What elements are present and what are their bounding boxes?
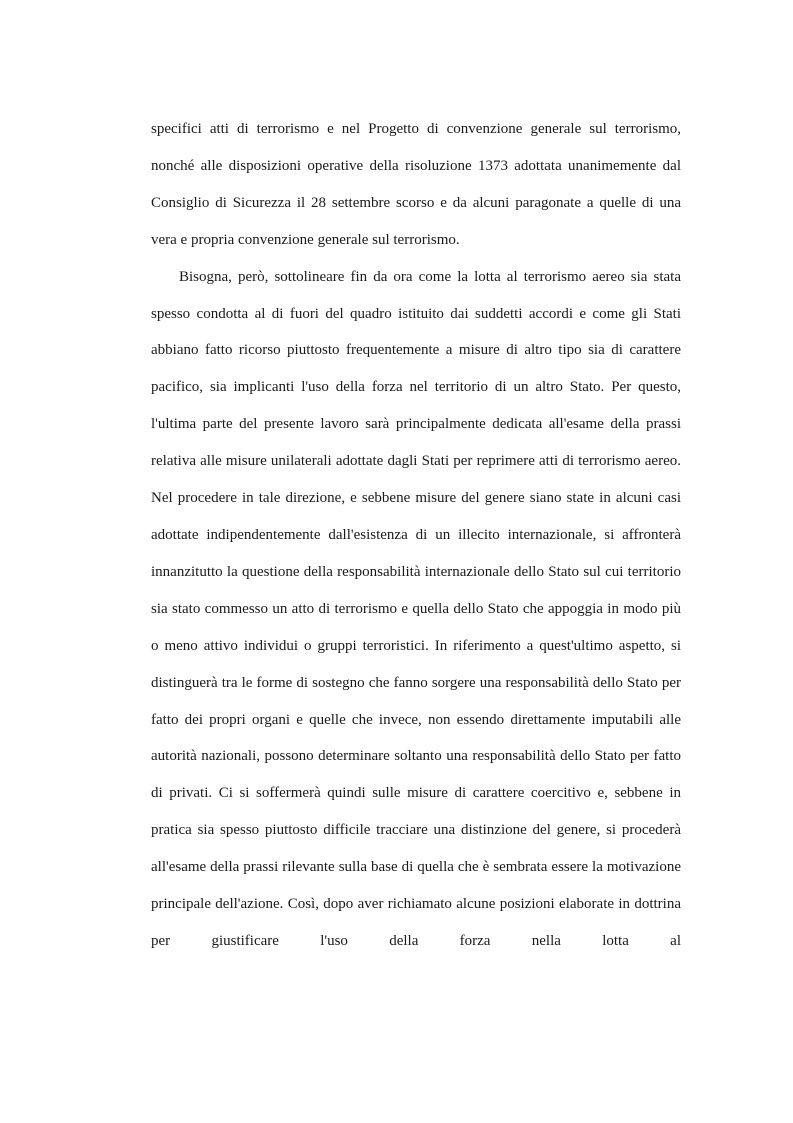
paragraph-2: Bisogna, però, sottolineare fin da ora come la lotta al terrorismo aereo sia stata spesso condotta al di fuori del quadro istituito dai suddetti accordi e come gli Stati abbiano fatto ricorso piuttosto frequentemente a misure di altro tipo sia di carattere pacifico, sia implicanti l'uso della forza nel territorio di un altro Stato. Per questo, l'ultima parte del presente lavoro sarà principalmente dedicata all'esame della prassi relativa alle misure unilaterali adottate dagli Stati per reprimere atti di terrorismo aereo. Nel procedere in tale direzione, e sebbene misure del genere siano state in alcuni casi adottate indipendentemente dall'esistenza di un illecito internazionale, si affronterà innanzitutto la questione della responsabilità internazionale dello Stato sul cui territorio sia stato commesso un atto di terrorismo e quella dello Stato che appoggia in modo più o meno attivo individui o gruppi terroristici. In riferimento a quest'ultimo aspetto, si distinguerà tra le forme di sostegno che fanno sorgere una responsabilità dello Stato per fatto dei propri organi e quelle che invece, non essendo direttamente imputabili alle autorità nazionali, possono determinare soltanto una responsabilità dello Stato per fatto di privati. Ci si soffermerà quindi sulle misure di carattere coercitivo e, sebbene in pratica sia spesso piuttosto difficile tracciare una distinzione del genere, si procederà all'esame della prassi rilevante sulla base di quella che è sembrata essere la motivazione principale dell'azione. Così, dopo aver richiamato alcune posizioni elaborate in dottrina per giustificare l'uso della forza nella lotta al: [151, 268, 681, 949]
paragraph-1: specifici atti di terrorismo e nel Progetto di convenzione generale sul terrorismo, nonché alle disposizioni operative della risoluzione 1373 adottata unanimemente dal Consiglio di Sicurezza il 28 settembre scorso e da alcuni paragonate a quelle di una vera e propria convenzione generale sul terrorismo.: [151, 121, 681, 248]
document-body: [151, 111, 681, 960]
